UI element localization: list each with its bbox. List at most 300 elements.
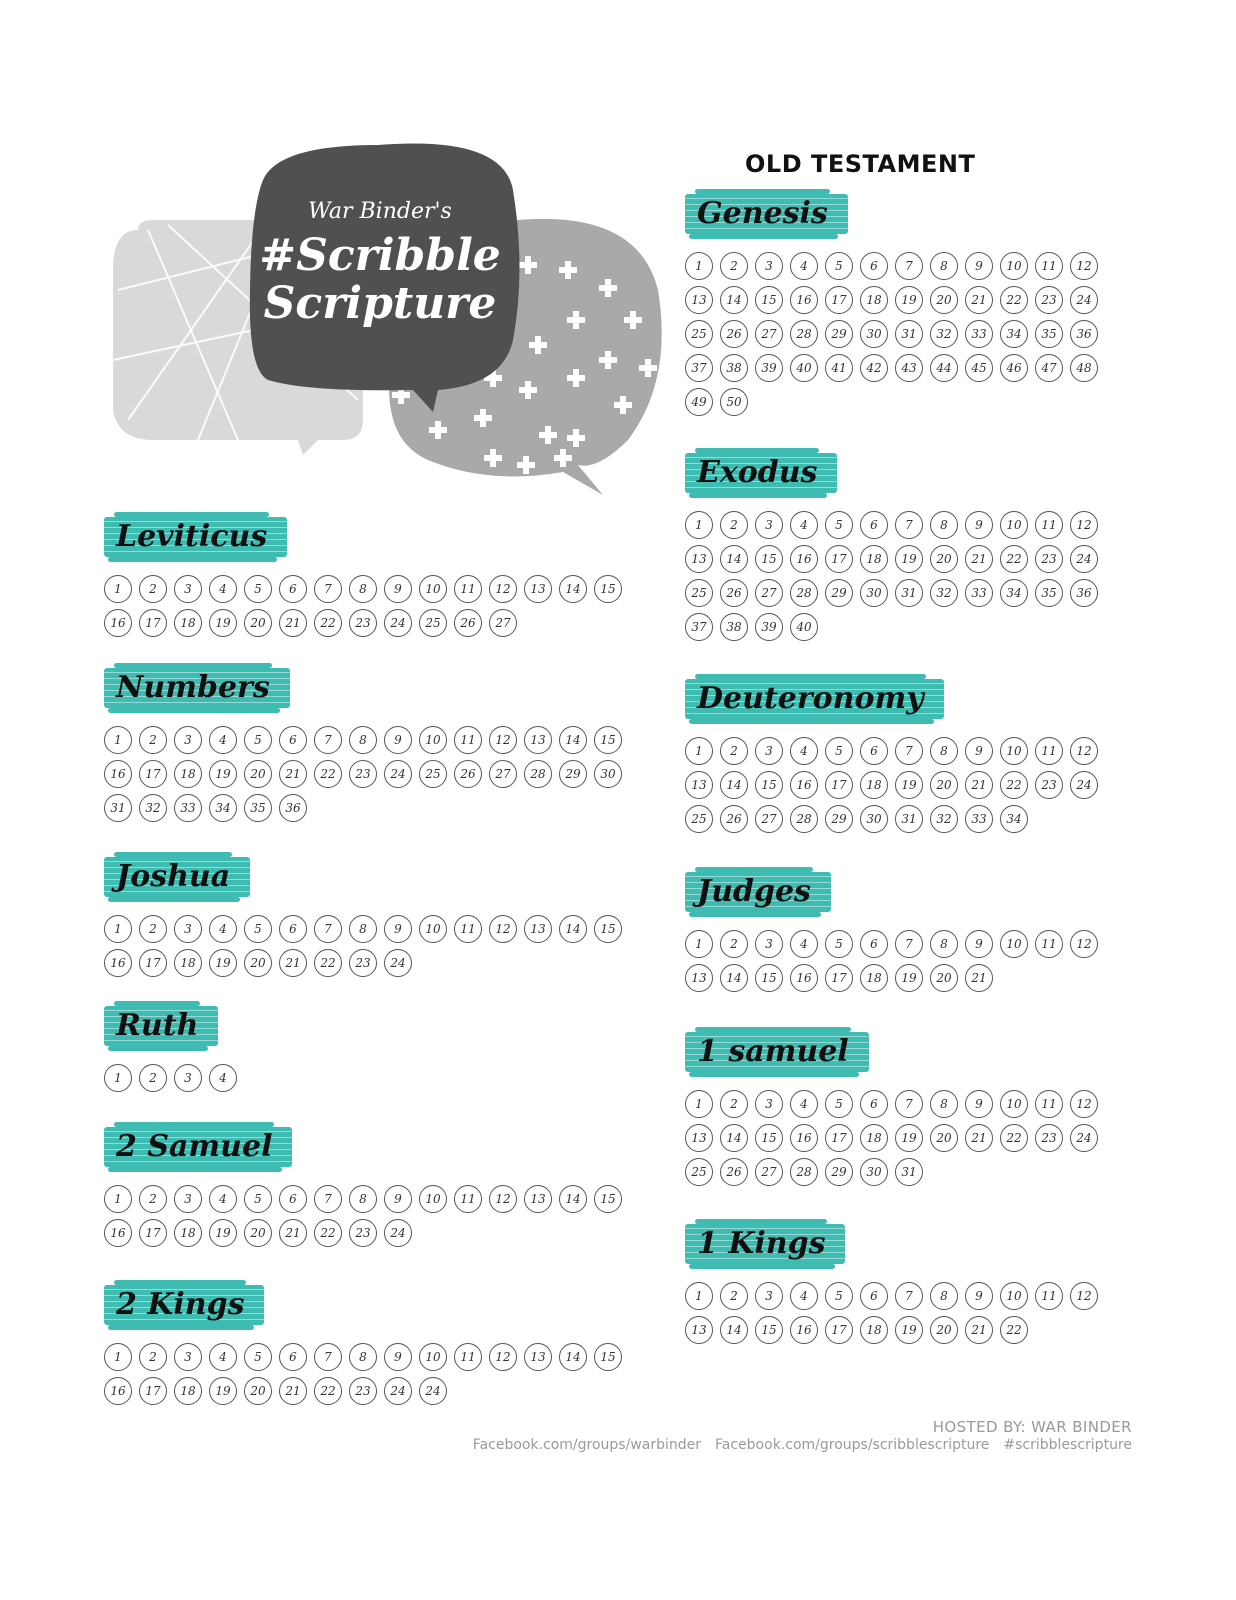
chapter-circle[interactable]: 6 (279, 1185, 307, 1213)
chapter-circle[interactable]: 25 (685, 805, 713, 833)
chapter-circle[interactable]: 9 (965, 1090, 993, 1118)
chapter-circle[interactable]: 7 (895, 737, 923, 765)
chapter-circle[interactable]: 16 (790, 286, 818, 314)
chapter-circle[interactable]: 10 (1000, 930, 1028, 958)
chapter-circle[interactable]: 25 (685, 579, 713, 607)
chapter-circle[interactable]: 15 (755, 771, 783, 799)
chapter-circle[interactable]: 31 (895, 579, 923, 607)
chapter-circle[interactable]: 33 (174, 794, 202, 822)
chapter-circle[interactable]: 12 (489, 726, 517, 754)
chapter-circle[interactable]: 15 (755, 964, 783, 992)
chapter-circle[interactable]: 19 (895, 1316, 923, 1344)
chapter-circle[interactable]: 30 (860, 579, 888, 607)
chapter-circle[interactable]: 34 (1000, 805, 1028, 833)
chapter-circle[interactable]: 29 (825, 805, 853, 833)
chapter-circle[interactable]: 5 (244, 915, 272, 943)
chapter-circle[interactable]: 2 (720, 930, 748, 958)
chapter-circle[interactable]: 15 (755, 1316, 783, 1344)
chapter-circle[interactable]: 2 (139, 915, 167, 943)
chapter-circle[interactable]: 10 (1000, 1090, 1028, 1118)
chapter-circle[interactable]: 24 (384, 1377, 412, 1405)
chapter-circle[interactable]: 21 (279, 1377, 307, 1405)
chapter-circle[interactable]: 32 (930, 320, 958, 348)
chapter-circle[interactable]: 33 (965, 320, 993, 348)
chapter-circle[interactable]: 20 (930, 1316, 958, 1344)
chapter-circle[interactable]: 4 (209, 1343, 237, 1371)
chapter-circle[interactable]: 24 (384, 1219, 412, 1247)
chapter-circle[interactable]: 23 (1035, 286, 1063, 314)
warbinder-link[interactable]: Facebook.com/groups/warbinder (472, 1437, 702, 1453)
chapter-circle[interactable]: 33 (965, 579, 993, 607)
chapter-circle[interactable]: 2 (720, 252, 748, 280)
chapter-circle[interactable]: 4 (790, 511, 818, 539)
chapter-circle[interactable]: 3 (755, 737, 783, 765)
chapter-circle[interactable]: 27 (489, 760, 517, 788)
chapter-circle[interactable]: 15 (755, 286, 783, 314)
chapter-circle[interactable]: 22 (1000, 1316, 1028, 1344)
chapter-circle[interactable]: 8 (349, 1343, 377, 1371)
chapter-circle[interactable]: 14 (559, 1343, 587, 1371)
chapter-circle[interactable]: 18 (860, 1124, 888, 1152)
chapter-circle[interactable]: 4 (790, 737, 818, 765)
chapter-circle[interactable]: 22 (314, 760, 342, 788)
chapter-circle[interactable]: 17 (139, 1219, 167, 1247)
chapter-circle[interactable]: 42 (860, 354, 888, 382)
chapter-circle[interactable]: 1 (104, 915, 132, 943)
chapter-circle[interactable]: 43 (895, 354, 923, 382)
chapter-circle[interactable]: 3 (755, 511, 783, 539)
chapter-circle[interactable]: 13 (524, 726, 552, 754)
chapter-circle[interactable]: 6 (279, 575, 307, 603)
chapter-circle[interactable]: 35 (1035, 320, 1063, 348)
chapter-circle[interactable]: 3 (174, 1064, 202, 1092)
chapter-circle[interactable]: 10 (1000, 252, 1028, 280)
chapter-circle[interactable]: 11 (454, 1185, 482, 1213)
chapter-circle[interactable]: 14 (559, 575, 587, 603)
chapter-circle[interactable]: 11 (454, 575, 482, 603)
chapter-circle[interactable]: 18 (860, 771, 888, 799)
chapter-circle[interactable]: 17 (825, 545, 853, 573)
chapter-circle[interactable]: 9 (384, 1185, 412, 1213)
chapter-circle[interactable]: 24 (384, 609, 412, 637)
chapter-circle[interactable]: 8 (930, 930, 958, 958)
chapter-circle[interactable]: 41 (825, 354, 853, 382)
chapter-circle[interactable]: 27 (489, 609, 517, 637)
chapter-circle[interactable]: 14 (559, 1185, 587, 1213)
chapter-circle[interactable]: 9 (965, 252, 993, 280)
chapter-circle[interactable]: 39 (755, 613, 783, 641)
chapter-circle[interactable]: 1 (685, 511, 713, 539)
chapter-circle[interactable]: 23 (349, 609, 377, 637)
chapter-circle[interactable]: 18 (860, 1316, 888, 1344)
chapter-circle[interactable]: 2 (139, 1064, 167, 1092)
chapter-circle[interactable]: 8 (349, 726, 377, 754)
chapter-circle[interactable]: 14 (720, 1316, 748, 1344)
chapter-circle[interactable]: 6 (860, 930, 888, 958)
chapter-circle[interactable]: 27 (755, 805, 783, 833)
chapter-circle[interactable]: 5 (825, 930, 853, 958)
chapter-circle[interactable]: 49 (685, 388, 713, 416)
chapter-circle[interactable]: 18 (860, 286, 888, 314)
chapter-circle[interactable]: 10 (1000, 737, 1028, 765)
chapter-circle[interactable]: 7 (895, 930, 923, 958)
chapter-circle[interactable]: 18 (860, 545, 888, 573)
chapter-circle[interactable]: 3 (174, 575, 202, 603)
chapter-circle[interactable]: 13 (524, 1343, 552, 1371)
chapter-circle[interactable]: 4 (209, 1185, 237, 1213)
chapter-circle[interactable]: 9 (965, 511, 993, 539)
chapter-circle[interactable]: 11 (1035, 1090, 1063, 1118)
chapter-circle[interactable]: 22 (1000, 545, 1028, 573)
chapter-circle[interactable]: 2 (720, 737, 748, 765)
chapter-circle[interactable]: 28 (524, 760, 552, 788)
chapter-circle[interactable]: 4 (209, 575, 237, 603)
chapter-circle[interactable]: 36 (1070, 320, 1098, 348)
chapter-circle[interactable]: 29 (825, 579, 853, 607)
chapter-circle[interactable]: 13 (685, 964, 713, 992)
scribblescripture-link[interactable]: Facebook.com/groups/scribblescripture (715, 1437, 990, 1453)
chapter-circle[interactable]: 13 (685, 286, 713, 314)
chapter-circle[interactable]: 13 (685, 545, 713, 573)
chapter-circle[interactable]: 17 (825, 1316, 853, 1344)
chapter-circle[interactable]: 46 (1000, 354, 1028, 382)
chapter-circle[interactable]: 26 (454, 609, 482, 637)
chapter-circle[interactable]: 21 (965, 1316, 993, 1344)
chapter-circle[interactable]: 38 (720, 354, 748, 382)
chapter-circle[interactable]: 4 (790, 1090, 818, 1118)
chapter-circle[interactable]: 1 (104, 726, 132, 754)
chapter-circle[interactable]: 1 (685, 737, 713, 765)
chapter-circle[interactable]: 21 (279, 949, 307, 977)
chapter-circle[interactable]: 11 (1035, 1282, 1063, 1310)
chapter-circle[interactable]: 31 (895, 1158, 923, 1186)
chapter-circle[interactable]: 24 (1070, 286, 1098, 314)
chapter-circle[interactable]: 18 (174, 949, 202, 977)
chapter-circle[interactable]: 1 (685, 930, 713, 958)
chapter-circle[interactable]: 48 (1070, 354, 1098, 382)
chapter-circle[interactable]: 21 (965, 771, 993, 799)
chapter-circle[interactable]: 40 (790, 613, 818, 641)
chapter-circle[interactable]: 20 (244, 1219, 272, 1247)
chapter-circle[interactable]: 2 (139, 575, 167, 603)
chapter-circle[interactable]: 8 (349, 915, 377, 943)
chapter-circle[interactable]: 7 (895, 1090, 923, 1118)
chapter-circle[interactable]: 8 (930, 1090, 958, 1118)
chapter-circle[interactable]: 22 (1000, 771, 1028, 799)
chapter-circle[interactable]: 8 (930, 252, 958, 280)
chapter-circle[interactable]: 6 (860, 1282, 888, 1310)
chapter-circle[interactable]: 23 (349, 1377, 377, 1405)
chapter-circle[interactable]: 14 (720, 964, 748, 992)
chapter-circle[interactable]: 11 (1035, 737, 1063, 765)
chapter-circle[interactable]: 30 (860, 1158, 888, 1186)
chapter-circle[interactable]: 21 (279, 609, 307, 637)
chapter-circle[interactable]: 13 (685, 1316, 713, 1344)
chapter-circle[interactable]: 29 (825, 1158, 853, 1186)
chapter-circle[interactable]: 12 (1070, 930, 1098, 958)
chapter-circle[interactable]: 19 (895, 286, 923, 314)
chapter-circle[interactable]: 35 (244, 794, 272, 822)
chapter-circle[interactable]: 20 (930, 964, 958, 992)
chapter-circle[interactable]: 18 (174, 760, 202, 788)
chapter-circle[interactable]: 9 (965, 737, 993, 765)
chapter-circle[interactable]: 1 (104, 1343, 132, 1371)
chapter-circle[interactable]: 17 (139, 609, 167, 637)
chapter-circle[interactable]: 19 (209, 949, 237, 977)
chapter-circle[interactable]: 19 (895, 771, 923, 799)
chapter-circle[interactable]: 17 (825, 286, 853, 314)
chapter-circle[interactable]: 8 (930, 511, 958, 539)
chapter-circle[interactable]: 15 (755, 545, 783, 573)
chapter-circle[interactable]: 25 (419, 609, 447, 637)
chapter-circle[interactable]: 37 (685, 354, 713, 382)
chapter-circle[interactable]: 15 (594, 575, 622, 603)
chapter-circle[interactable]: 5 (244, 575, 272, 603)
chapter-circle[interactable]: 21 (965, 286, 993, 314)
chapter-circle[interactable]: 23 (1035, 771, 1063, 799)
chapter-circle[interactable]: 12 (1070, 252, 1098, 280)
chapter-circle[interactable]: 16 (104, 949, 132, 977)
chapter-circle[interactable]: 4 (209, 1064, 237, 1092)
chapter-circle[interactable]: 10 (419, 726, 447, 754)
chapter-circle[interactable]: 8 (349, 1185, 377, 1213)
chapter-circle[interactable]: 24 (1070, 545, 1098, 573)
chapter-circle[interactable]: 18 (174, 609, 202, 637)
chapter-circle[interactable]: 23 (349, 760, 377, 788)
chapter-circle[interactable]: 12 (1070, 737, 1098, 765)
chapter-circle[interactable]: 3 (174, 1343, 202, 1371)
chapter-circle[interactable]: 21 (965, 964, 993, 992)
chapter-circle[interactable]: 13 (524, 1185, 552, 1213)
chapter-circle[interactable]: 11 (454, 915, 482, 943)
chapter-circle[interactable]: 24 (1070, 1124, 1098, 1152)
chapter-circle[interactable]: 9 (384, 575, 412, 603)
chapter-circle[interactable]: 2 (139, 726, 167, 754)
chapter-circle[interactable]: 11 (454, 1343, 482, 1371)
chapter-circle[interactable]: 19 (209, 760, 237, 788)
chapter-circle[interactable]: 20 (930, 545, 958, 573)
chapter-circle[interactable]: 40 (790, 354, 818, 382)
chapter-circle[interactable]: 15 (594, 726, 622, 754)
chapter-circle[interactable]: 10 (419, 915, 447, 943)
chapter-circle[interactable]: 12 (489, 915, 517, 943)
chapter-circle[interactable]: 22 (314, 1377, 342, 1405)
chapter-circle[interactable]: 21 (965, 1124, 993, 1152)
chapter-circle[interactable]: 2 (139, 1185, 167, 1213)
chapter-circle[interactable]: 14 (559, 726, 587, 754)
chapter-circle[interactable]: 34 (1000, 579, 1028, 607)
chapter-circle[interactable]: 6 (279, 726, 307, 754)
chapter-circle[interactable]: 37 (685, 613, 713, 641)
chapter-circle[interactable]: 21 (279, 760, 307, 788)
chapter-circle[interactable]: 15 (594, 915, 622, 943)
chapter-circle[interactable]: 14 (720, 286, 748, 314)
chapter-circle[interactable]: 35 (1035, 579, 1063, 607)
chapter-circle[interactable]: 12 (489, 1343, 517, 1371)
chapter-circle[interactable]: 4 (209, 915, 237, 943)
chapter-circle[interactable]: 9 (384, 915, 412, 943)
chapter-circle[interactable]: 18 (174, 1377, 202, 1405)
chapter-circle[interactable]: 1 (104, 1185, 132, 1213)
chapter-circle[interactable]: 22 (314, 1219, 342, 1247)
chapter-circle[interactable]: 20 (930, 1124, 958, 1152)
chapter-circle[interactable]: 14 (720, 1124, 748, 1152)
chapter-circle[interactable]: 10 (419, 1185, 447, 1213)
chapter-circle[interactable]: 12 (489, 575, 517, 603)
chapter-circle[interactable]: 34 (209, 794, 237, 822)
chapter-circle[interactable]: 17 (139, 949, 167, 977)
chapter-circle[interactable]: 4 (790, 252, 818, 280)
chapter-circle[interactable]: 6 (860, 737, 888, 765)
chapter-circle[interactable]: 16 (104, 609, 132, 637)
chapter-circle[interactable]: 20 (244, 609, 272, 637)
chapter-circle[interactable]: 32 (139, 794, 167, 822)
chapter-circle[interactable]: 19 (209, 609, 237, 637)
chapter-circle[interactable]: 9 (965, 930, 993, 958)
chapter-circle[interactable]: 28 (790, 320, 818, 348)
chapter-circle[interactable]: 28 (790, 805, 818, 833)
chapter-circle[interactable]: 20 (244, 760, 272, 788)
chapter-circle[interactable]: 12 (1070, 1090, 1098, 1118)
chapter-circle[interactable]: 5 (825, 737, 853, 765)
chapter-circle[interactable]: 6 (279, 1343, 307, 1371)
chapter-circle[interactable]: 16 (790, 545, 818, 573)
chapter-circle[interactable]: 16 (790, 771, 818, 799)
chapter-circle[interactable]: 12 (1070, 511, 1098, 539)
chapter-circle[interactable]: 15 (755, 1124, 783, 1152)
chapter-circle[interactable]: 3 (174, 1185, 202, 1213)
chapter-circle[interactable]: 34 (1000, 320, 1028, 348)
chapter-circle[interactable]: 50 (720, 388, 748, 416)
chapter-circle[interactable]: 8 (930, 737, 958, 765)
chapter-circle[interactable]: 24 (384, 949, 412, 977)
chapter-circle[interactable]: 7 (314, 575, 342, 603)
chapter-circle[interactable]: 19 (895, 1124, 923, 1152)
chapter-circle[interactable]: 5 (244, 726, 272, 754)
chapter-circle[interactable]: 1 (685, 252, 713, 280)
chapter-circle[interactable]: 5 (825, 1090, 853, 1118)
chapter-circle[interactable]: 19 (209, 1377, 237, 1405)
chapter-circle[interactable]: 27 (755, 320, 783, 348)
chapter-circle[interactable]: 5 (825, 252, 853, 280)
chapter-circle[interactable]: 36 (1070, 579, 1098, 607)
chapter-circle[interactable]: 7 (314, 726, 342, 754)
chapter-circle[interactable]: 16 (104, 760, 132, 788)
chapter-circle[interactable]: 31 (895, 805, 923, 833)
chapter-circle[interactable]: 6 (860, 1090, 888, 1118)
chapter-circle[interactable]: 30 (860, 805, 888, 833)
chapter-circle[interactable]: 16 (104, 1377, 132, 1405)
chapter-circle[interactable]: 23 (349, 1219, 377, 1247)
chapter-circle[interactable]: 29 (559, 760, 587, 788)
chapter-circle[interactable]: 32 (930, 579, 958, 607)
chapter-circle[interactable]: 4 (790, 1282, 818, 1310)
chapter-circle[interactable]: 13 (524, 575, 552, 603)
chapter-circle[interactable]: 15 (594, 1185, 622, 1213)
chapter-circle[interactable]: 16 (790, 1124, 818, 1152)
chapter-circle[interactable]: 39 (755, 354, 783, 382)
chapter-circle[interactable]: 28 (790, 1158, 818, 1186)
chapter-circle[interactable]: 14 (720, 771, 748, 799)
chapter-circle[interactable]: 6 (860, 511, 888, 539)
chapter-circle[interactable]: 10 (1000, 511, 1028, 539)
chapter-circle[interactable]: 7 (895, 1282, 923, 1310)
chapter-circle[interactable]: 1 (104, 1064, 132, 1092)
chapter-circle[interactable]: 25 (685, 320, 713, 348)
chapter-circle[interactable]: 11 (1035, 930, 1063, 958)
chapter-circle[interactable]: 27 (755, 1158, 783, 1186)
chapter-circle[interactable]: 36 (279, 794, 307, 822)
chapter-circle[interactable]: 7 (895, 252, 923, 280)
chapter-circle[interactable]: 6 (860, 252, 888, 280)
chapter-circle[interactable]: 1 (685, 1090, 713, 1118)
chapter-circle[interactable]: 22 (1000, 1124, 1028, 1152)
chapter-circle[interactable]: 23 (1035, 1124, 1063, 1152)
chapter-circle[interactable]: 21 (965, 545, 993, 573)
chapter-circle[interactable]: 17 (825, 771, 853, 799)
chapter-circle[interactable]: 26 (720, 320, 748, 348)
chapter-circle[interactable]: 23 (1035, 545, 1063, 573)
chapter-circle[interactable]: 24 (384, 760, 412, 788)
chapter-circle[interactable]: 17 (139, 1377, 167, 1405)
chapter-circle[interactable]: 11 (454, 726, 482, 754)
chapter-circle[interactable]: 22 (1000, 286, 1028, 314)
chapter-circle[interactable]: 7 (314, 1343, 342, 1371)
chapter-circle[interactable]: 7 (895, 511, 923, 539)
chapter-circle[interactable]: 22 (314, 949, 342, 977)
chapter-circle[interactable]: 7 (314, 1185, 342, 1213)
chapter-circle[interactable]: 26 (720, 805, 748, 833)
chapter-circle[interactable]: 4 (209, 726, 237, 754)
chapter-circle[interactable]: 30 (594, 760, 622, 788)
chapter-circle[interactable]: 11 (1035, 511, 1063, 539)
chapter-circle[interactable]: 13 (685, 771, 713, 799)
chapter-circle[interactable]: 7 (314, 915, 342, 943)
chapter-circle[interactable]: 45 (965, 354, 993, 382)
chapter-circle[interactable]: 30 (860, 320, 888, 348)
chapter-circle[interactable]: 3 (174, 726, 202, 754)
chapter-circle[interactable]: 1 (685, 1282, 713, 1310)
chapter-circle[interactable]: 5 (825, 511, 853, 539)
chapter-circle[interactable]: 22 (314, 609, 342, 637)
chapter-circle[interactable]: 3 (755, 252, 783, 280)
chapter-circle[interactable]: 31 (895, 320, 923, 348)
chapter-circle[interactable]: 5 (825, 1282, 853, 1310)
chapter-circle[interactable]: 19 (895, 545, 923, 573)
chapter-circle[interactable]: 23 (349, 949, 377, 977)
chapter-circle[interactable]: 19 (209, 1219, 237, 1247)
chapter-circle[interactable]: 10 (419, 1343, 447, 1371)
chapter-circle[interactable]: 31 (104, 794, 132, 822)
chapter-circle[interactable]: 9 (384, 1343, 412, 1371)
chapter-circle[interactable]: 18 (174, 1219, 202, 1247)
chapter-circle[interactable]: 13 (685, 1124, 713, 1152)
chapter-circle[interactable]: 2 (720, 1282, 748, 1310)
chapter-circle[interactable]: 26 (720, 1158, 748, 1186)
chapter-circle[interactable]: 44 (930, 354, 958, 382)
chapter-circle[interactable]: 29 (825, 320, 853, 348)
chapter-circle[interactable]: 14 (720, 545, 748, 573)
chapter-circle[interactable]: 28 (790, 579, 818, 607)
chapter-circle[interactable]: 17 (825, 1124, 853, 1152)
chapter-circle[interactable]: 16 (104, 1219, 132, 1247)
chapter-circle[interactable]: 1 (104, 575, 132, 603)
chapter-circle[interactable]: 3 (755, 1090, 783, 1118)
chapter-circle[interactable]: 4 (790, 930, 818, 958)
chapter-circle[interactable]: 5 (244, 1343, 272, 1371)
chapter-circle[interactable]: 26 (454, 760, 482, 788)
chapter-circle[interactable]: 12 (489, 1185, 517, 1213)
